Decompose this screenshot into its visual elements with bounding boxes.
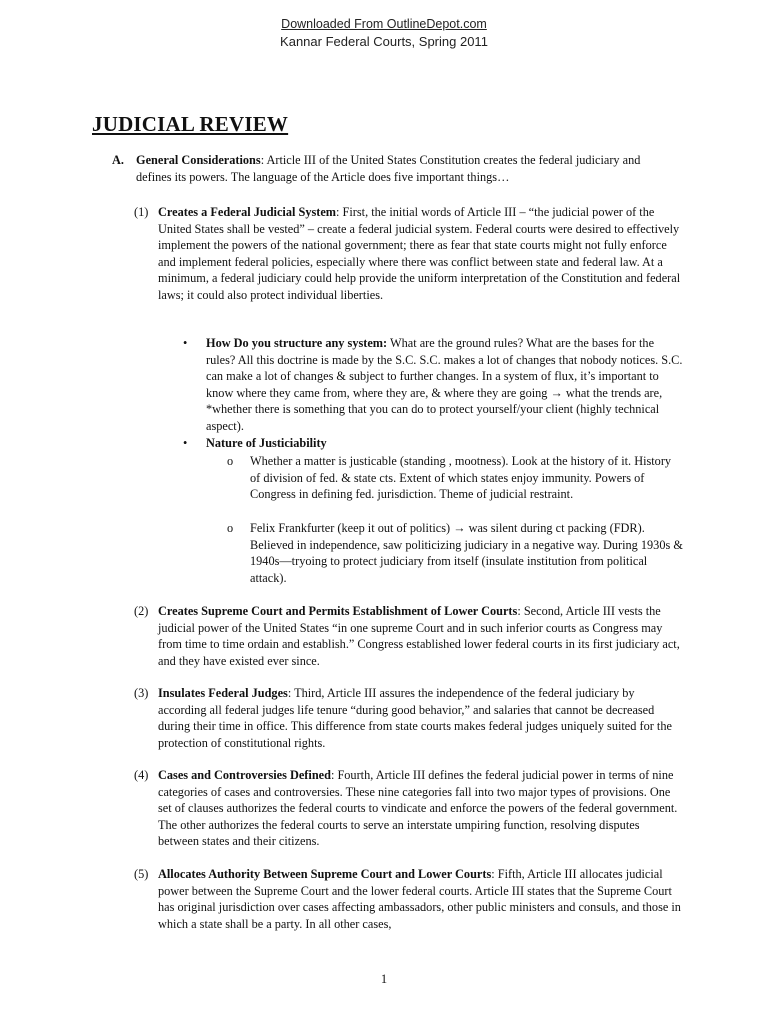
section-a-heading: General Considerations [136, 153, 261, 167]
bullet-item-1 [183, 335, 683, 434]
source-link[interactable]: Downloaded From OutlineDepot.com [281, 17, 487, 31]
item-text: : Second, Article III vests the judicial power of the United States “in one supreme Court and in such inferior courts as Congress may from time to time ordain and establish.” Congress established lower federal courts in its first judiciary act, and they have existed ever since. [158, 604, 680, 668]
item-text: : Fourth, Article III defines the federal judicial power in terms of nine categories of cases and controversies. These nine categories fall into two major types of provisions. One set of clauses authorizes the federal courts to vindicate and enforce the powers of the federal government. The other authorizes the federal courts to serve an interstate umpiring function, resolving disputes between states and their citizens. [158, 768, 678, 848]
item-number: (2) [134, 604, 149, 618]
list-item-5 [134, 866, 682, 932]
item-heading: Allocates Authority Between Supreme Court and Lower Courts [158, 867, 492, 881]
page-number: 1 [380, 972, 388, 986]
item-heading: Creates Supreme Court and Permits Establishment of Lower Courts [158, 604, 518, 618]
item-number: (4) [134, 768, 149, 782]
sub-bullet-text: Whether a matter is justicable (standing , mootness). Look at the history of it. History of division of fed. & state cts. Extent of which states enjoy immunity. Powers of Congress in defining fed. jurisdiction. Theme of judicial restraint. [250, 454, 672, 501]
bullet-text: What are the ground rules? What are the bases for the rules? All this doctrine is made by the S.C. S.C. makes a lot of changes that nobody notices. S.C. can make a lot of changes & subject to further changes. In a system of flux, it’s important to know where they came from, where they are, & where they are going → what the trends are, *whether there is something that you can do to protect yourself/your client (highly technical aspect). [206, 336, 683, 433]
bullet-heading: Nature of Justiciability [206, 436, 327, 450]
section-a-marker: A. [112, 153, 124, 167]
list-item-3 [134, 685, 682, 751]
section-a [112, 152, 672, 185]
item-text: : Third, Article III assures the independence of the federal judiciary by according all federal judges life tenure “during good behavior,” and salaries that cannot be decreased during their time in office. This difference from state courts makes federal judges uniquely suited for the protection of constitutional rights. [158, 686, 672, 750]
sub-bullet-item-1 [227, 453, 683, 503]
list-item-4 [134, 767, 682, 850]
item-text: : Fifth, Article III allocates judicial power between the Supreme Court and the lower federal courts. Article III states that the Supreme Court has original jurisdiction over cases affecting ambassadors, other public ministers and consuls, and those in which a state shall be a party. In all other cases, [158, 867, 681, 931]
item-text: : First, the initial words of Article III – “the judicial power of the United States shall be vested” – create a federal judicial system. Federal courts were desired to effectively implement the powers of the national government; there as fear that state courts might not fully enforce and implement federal policies, especially where there was conflict between state and federal law. At a minimum, a federal judiciary could help provide the uniform interpretation of the Constitution and federal laws; it could also protect individual liberties. [158, 205, 681, 302]
item-heading: Creates a Federal Judicial System [158, 205, 337, 219]
list-item-1 [134, 204, 682, 303]
bullet-item-2 [183, 435, 683, 452]
item-number: (5) [134, 867, 149, 881]
item-heading: Cases and Controversies Defined [158, 768, 331, 782]
item-number: (3) [134, 686, 149, 700]
bullet-heading: How Do you structure any system: [206, 336, 388, 350]
bullet-marker: • [183, 436, 188, 450]
sub-bullet-marker: o [227, 521, 234, 535]
list-item-2 [134, 603, 682, 669]
item-heading: Insulates Federal Judges [158, 686, 288, 700]
sub-bullet-item-2 [227, 520, 683, 586]
bullet-marker: • [183, 336, 188, 350]
sub-bullet-text: Felix Frankfurter (keep it out of politics) → was silent during ct packing (FDR). Believed in independence, saw politicizing judiciary in a negative way. During 1930s & 1940s—tryoing to protect judiciary from itself (insulate institution from political attack). [250, 521, 683, 585]
section-a-text: : Article III of the United States Constitution creates the federal judiciary and defines its powers. The language of the Article does five important things… [136, 153, 641, 184]
sub-bullet-marker: o [227, 454, 234, 468]
course-header: Kannar Federal Courts, Spring 2011 [280, 34, 488, 49]
item-number: (1) [134, 205, 149, 219]
page-title: JUDICIAL REVIEW [92, 112, 289, 136]
